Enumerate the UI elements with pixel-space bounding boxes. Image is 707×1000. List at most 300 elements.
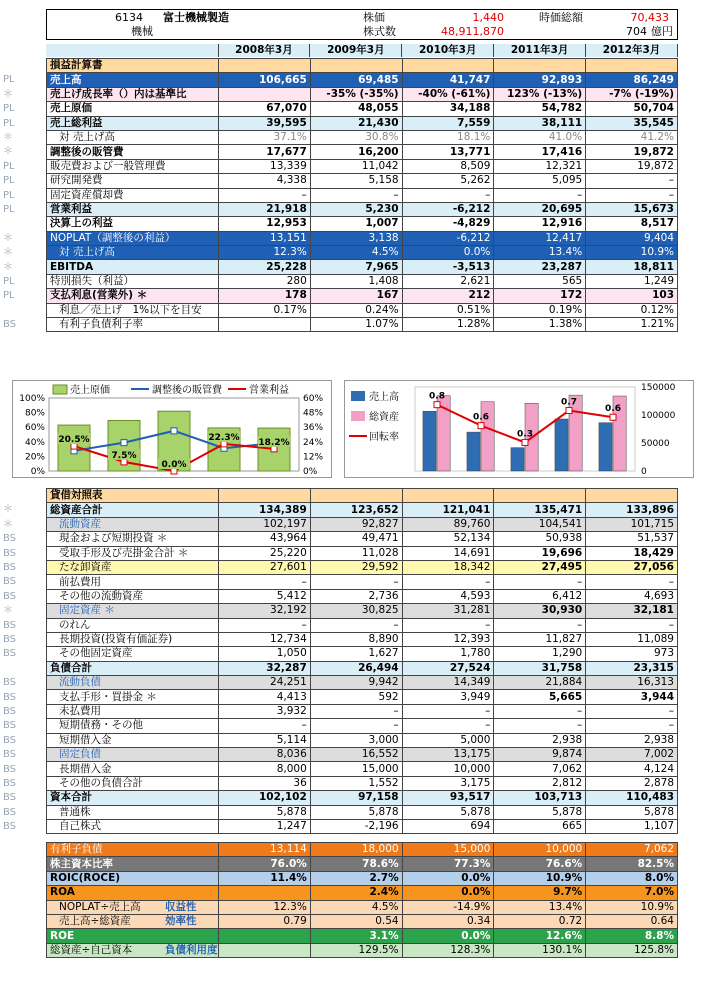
ratios-cell: [219, 886, 311, 900]
cost-ratio-chart-svg: [13, 381, 331, 477]
income-row: [47, 87, 678, 101]
balance-cell: 14,349: [402, 676, 494, 690]
balance-cell: 123,652: [310, 503, 402, 517]
y-tick-right: 60%: [303, 394, 324, 404]
balance-cell: 5,114: [219, 733, 311, 747]
income-cell: –: [402, 188, 494, 202]
income-cell: –: [494, 188, 586, 202]
income-cell: -6,212: [402, 202, 494, 216]
ratios-row: [47, 929, 678, 943]
price-label: 株価: [363, 11, 385, 24]
income-cell: 1.38%: [494, 318, 586, 332]
balance-cell: –: [586, 575, 678, 589]
balance-cell: [402, 489, 494, 503]
balance-cell: 9,942: [310, 676, 402, 690]
ratios-row: [47, 914, 678, 928]
balance-row: [47, 647, 678, 661]
ratios-cell: 12.3%: [219, 900, 311, 914]
income-row-label: 支払利息(営業外) ＊: [47, 289, 219, 303]
balance-row-label: 固定資産 ＊: [47, 604, 219, 618]
balance-cell: 5,412: [219, 589, 311, 603]
income-cell: 86,249: [586, 73, 678, 87]
income-cell: 178: [219, 289, 311, 303]
income-row: [47, 145, 678, 159]
ratios-cell: 130.1%: [494, 943, 586, 957]
balance-cell: 2,938: [494, 733, 586, 747]
income-cell: [402, 59, 494, 73]
income-cell: 67,070: [219, 102, 311, 116]
balance-row: [47, 805, 678, 819]
balance-cell: -2,196: [310, 819, 402, 833]
income-row-label: 営業利益: [47, 202, 219, 216]
balance-cell: –: [494, 618, 586, 632]
y-tick-left: 80%: [24, 408, 45, 419]
balance-cell: 3,000: [310, 733, 402, 747]
balance-cell: 9,874: [494, 748, 586, 762]
income-cell: -40% (-61%): [402, 87, 494, 101]
income-row: [47, 289, 678, 303]
legend-swatch-bar: [53, 385, 67, 394]
price-value: 1,440: [472, 11, 504, 24]
legend-label: 総資産: [369, 412, 399, 423]
income-cell: -35% (-35%): [310, 87, 402, 101]
row-tag: BS: [3, 691, 17, 703]
year-col-1: 2008年3月: [218, 44, 310, 57]
row-tag: BS: [3, 319, 17, 331]
balance-cell: –: [310, 719, 402, 733]
income-cell: 25,228: [219, 260, 311, 274]
series-marker: [121, 440, 127, 446]
legend-swatch-bar: [351, 411, 365, 421]
y-tick: 150000: [641, 383, 676, 393]
balance-cell: 2,878: [586, 776, 678, 790]
income-cell: 0.51%: [402, 303, 494, 317]
balance-cell: 2,736: [310, 589, 402, 603]
ratios-cell: 10,000: [494, 843, 586, 857]
balance-cell: [494, 489, 586, 503]
balance-row: [47, 532, 678, 546]
stock-header: [46, 9, 678, 40]
balance-cell: 5,878: [402, 805, 494, 819]
income-row: [47, 246, 678, 260]
income-cell: 7,559: [402, 116, 494, 130]
mcap-value: 70,433: [630, 11, 669, 24]
balance-cell: 31,281: [402, 604, 494, 618]
ratios-cell: 8.8%: [586, 929, 678, 943]
income-cell: 21,918: [219, 202, 311, 216]
balance-cell: 8,000: [219, 762, 311, 776]
income-cell: 13,771: [402, 145, 494, 159]
row-tag: BS: [3, 763, 17, 775]
balance-cell: 18,342: [402, 560, 494, 574]
ratio-formula: 売上高÷総資産: [59, 915, 131, 928]
balance-cell: 3,949: [402, 690, 494, 704]
legend-label: 営業利益: [249, 385, 289, 396]
balance-row: [47, 618, 678, 632]
shares-label: 株式数: [363, 25, 396, 38]
legend-label: 売上原価: [70, 385, 110, 396]
balance-row: [47, 819, 678, 833]
row-tag: BS: [3, 547, 17, 559]
balance-row-label: 負債合計: [47, 661, 219, 675]
balance-cell: 51,537: [586, 532, 678, 546]
y-tick-left: 20%: [24, 452, 45, 463]
income-row: [47, 217, 678, 231]
row-tag: ＊: [3, 88, 13, 100]
income-cell: -7% (-19%): [586, 87, 678, 101]
row-tag: ＊: [3, 132, 13, 143]
balance-cell: 32,181: [586, 604, 678, 618]
ratios-cell: 7,062: [586, 843, 678, 857]
balance-cell: 52,134: [402, 532, 494, 546]
income-row: [47, 202, 678, 216]
income-cell: 0.0%: [402, 246, 494, 260]
series-marker: [522, 439, 528, 445]
ratios-cell: 125.8%: [586, 943, 678, 957]
balance-row-label: 貸借対照表: [47, 489, 219, 503]
sector: 機械: [131, 25, 153, 38]
income-cell: 1,249: [586, 274, 678, 288]
row-tag: PL: [3, 189, 15, 201]
income-cell: 12.3%: [219, 246, 311, 260]
balance-cell: 4,593: [402, 589, 494, 603]
ratios-cell: 4.5%: [310, 900, 402, 914]
balance-cell: –: [586, 719, 678, 733]
data-label: 0.6: [605, 404, 621, 415]
income-cell: 48,055: [310, 102, 402, 116]
y-tick-left: 100%: [19, 394, 45, 404]
legend-label: 調整後の販管費: [152, 385, 222, 396]
income-cell: 5,095: [494, 174, 586, 188]
year-header: [46, 44, 678, 57]
y-tick-right: 12%: [303, 452, 324, 463]
ratios-row: [47, 857, 678, 871]
income-row-label: 特別損失（利益）: [47, 274, 219, 288]
data-label: 7.5%: [111, 450, 137, 461]
balance-cell: 102,197: [219, 517, 311, 531]
year-col-2: 2009年3月: [310, 44, 402, 57]
ratio-category: 収益性: [165, 900, 197, 913]
balance-cell: 1,290: [494, 647, 586, 661]
income-row-label: 利息／売上げ 1%以下を目安: [47, 303, 219, 317]
ratios-cell: 128.3%: [402, 943, 494, 957]
income-cell: –: [586, 188, 678, 202]
balance-cell: 36: [219, 776, 311, 790]
income-row: [47, 188, 678, 202]
income-cell: 39,595: [219, 116, 311, 130]
income-row-label: 販売費および一般管理費: [47, 159, 219, 173]
balance-cell: 1,247: [219, 819, 311, 833]
mcap-oku-unit: 億円: [651, 25, 673, 38]
income-cell: 50,704: [586, 102, 678, 116]
balance-cell: 32,287: [219, 661, 311, 675]
income-cell: 92,893: [494, 73, 586, 87]
ratios-cell: 10.9%: [494, 871, 586, 885]
row-tag: ＊: [3, 261, 13, 273]
balance-row: [47, 575, 678, 589]
balance-cell: 3,175: [402, 776, 494, 790]
balance-cell: 4,124: [586, 762, 678, 776]
balance-cell: –: [402, 575, 494, 589]
ratios-cell: 15,000: [402, 843, 494, 857]
balance-cell: 23,315: [586, 661, 678, 675]
series-marker: [434, 402, 440, 408]
balance-cell: –: [402, 719, 494, 733]
income-cell: 34,188: [402, 102, 494, 116]
balance-cell: 13,175: [402, 748, 494, 762]
balance-cell: 133,896: [586, 503, 678, 517]
balance-row: [47, 676, 678, 690]
year-col-5: 2012年3月: [586, 44, 678, 57]
balance-row: [47, 690, 678, 704]
income-cell: 23,287: [494, 260, 586, 274]
income-cell: 18.1%: [402, 130, 494, 144]
income-cell: 1,408: [310, 274, 402, 288]
balance-row-label: 固定負債: [47, 748, 219, 762]
balance-cell: 665: [494, 819, 586, 833]
income-cell: [586, 59, 678, 73]
income-cell: 69,485: [310, 73, 402, 87]
ratios-cell: 2.7%: [310, 871, 402, 885]
balance-cell: 3,944: [586, 690, 678, 704]
ratios-row-label: [47, 914, 219, 928]
balance-cell: –: [586, 704, 678, 718]
income-cell: 5,230: [310, 202, 402, 216]
balance-cell: 12,393: [402, 632, 494, 646]
row-tag: PL: [3, 74, 15, 86]
income-row-label: 売上総利益: [47, 116, 219, 130]
ratios-cell: [219, 943, 311, 957]
balance-cell: 25,220: [219, 546, 311, 560]
shares-value: 48,911,870: [441, 25, 504, 38]
series-marker: [478, 423, 484, 429]
ratios-row-label: 有利子負債: [47, 843, 219, 857]
balance-row: [47, 704, 678, 718]
ratios-cell: 0.79: [219, 914, 311, 928]
cost-ratio-chart: [12, 380, 332, 478]
row-tag: PL: [3, 103, 15, 115]
income-cell: 17,416: [494, 145, 586, 159]
row-tag: BS: [3, 778, 17, 789]
company-name: 富士機械製造: [163, 11, 229, 24]
income-cell: 0.12%: [586, 303, 678, 317]
row-tag: BS: [3, 677, 17, 689]
balance-cell: 1,050: [219, 647, 311, 661]
balance-cell: –: [402, 618, 494, 632]
income-cell: 4,338: [219, 174, 311, 188]
income-cell: 41.2%: [586, 130, 678, 144]
income-cell: 5,158: [310, 174, 402, 188]
balance-cell: 26,494: [310, 661, 402, 675]
y-tick: 100000: [641, 411, 676, 421]
income-cell: [219, 87, 311, 101]
ratios-cell: 0.0%: [402, 871, 494, 885]
income-row-label: 有利子負債利子率: [47, 318, 219, 332]
income-cell: 17,677: [219, 145, 311, 159]
data-label: 0.3: [517, 429, 533, 440]
ratio-formula: 総資産÷自己資本: [50, 943, 133, 956]
row-tag: BS: [3, 792, 17, 804]
balance-row-label: 未払費用: [47, 704, 219, 718]
balance-row-label: 短期借入金: [47, 733, 219, 747]
balance-row-label: 自己株式: [47, 819, 219, 833]
ratios-cell: 2.4%: [310, 886, 402, 900]
income-cell: 8,517: [586, 217, 678, 231]
balance-row-label: 長期借入金: [47, 762, 219, 776]
balance-cell: 5,665: [494, 690, 586, 704]
ratios-cell: 129.5%: [310, 943, 402, 957]
ratio-formula: NOPLAT÷売上高: [59, 900, 141, 913]
row-tag: BS: [3, 806, 17, 818]
balance-row: [47, 489, 678, 503]
balance-cell: 102,102: [219, 791, 311, 805]
income-cell: 19,872: [586, 159, 678, 173]
balance-row-label: 普通株: [47, 805, 219, 819]
income-cell: 0.24%: [310, 303, 402, 317]
y-tick-right: 24%: [303, 437, 324, 448]
income-cell: 5,262: [402, 174, 494, 188]
balance-row-label: 長期投資(投資有価証券): [47, 632, 219, 646]
series-marker: [566, 408, 572, 414]
balance-row: [47, 791, 678, 805]
balance-cell: 135,471: [494, 503, 586, 517]
balance-cell: 3,932: [219, 704, 311, 718]
income-cell: 0.19%: [494, 303, 586, 317]
ratios-row-label: [47, 943, 219, 957]
year-col-4: 2011年3月: [494, 44, 586, 57]
row-tag: BS: [3, 720, 17, 732]
balance-cell: –: [586, 618, 678, 632]
balance-cell: 92,827: [310, 517, 402, 531]
balance-cell: 30,825: [310, 604, 402, 618]
series-marker: [171, 428, 177, 434]
income-row-label: NOPLAT（調整後の利益）: [47, 231, 219, 245]
row-tag: ＊: [3, 146, 13, 158]
year-col-3: 2010年3月: [402, 44, 494, 57]
bar-sales: [511, 448, 524, 471]
income-cell: [494, 59, 586, 73]
ratios-row-label: ROE: [47, 929, 219, 943]
income-cell: 9,404: [586, 231, 678, 245]
balance-cell: 1,627: [310, 647, 402, 661]
balance-cell: 121,041: [402, 503, 494, 517]
balance-cell: 31,758: [494, 661, 586, 675]
balance-cell: [586, 489, 678, 503]
row-tag: ＊: [3, 504, 13, 516]
row-tag: PL: [3, 117, 15, 129]
income-row: [47, 174, 678, 188]
ratios-cell: 0.54: [310, 914, 402, 928]
balance-row: [47, 517, 678, 531]
income-row-label: 損益計算書: [47, 59, 219, 73]
income-cell: 280: [219, 274, 311, 288]
balance-cell: 11,028: [310, 546, 402, 560]
balance-cell: 27,056: [586, 560, 678, 574]
income-cell: -6,212: [402, 231, 494, 245]
ratios-cell: 0.0%: [402, 929, 494, 943]
balance-cell: [310, 489, 402, 503]
ratios-cell: 77.3%: [402, 857, 494, 871]
income-cell: 18,811: [586, 260, 678, 274]
balance-cell: 5,878: [586, 805, 678, 819]
row-tag: BS: [3, 562, 17, 573]
income-row: [47, 73, 678, 87]
balance-cell: 29,592: [310, 560, 402, 574]
mcap-oku-value: 704: [626, 25, 647, 38]
balance-cell: 24,251: [219, 676, 311, 690]
y-tick: 50000: [641, 439, 670, 449]
balance-cell: 32,192: [219, 604, 311, 618]
data-label: 18.2%: [258, 437, 290, 448]
ratios-cell: 13,114: [219, 843, 311, 857]
data-label: 0.7: [561, 397, 577, 408]
income-cell: 123% (-13%): [494, 87, 586, 101]
balance-cell: 97,158: [310, 791, 402, 805]
income-cell: 1.07%: [310, 318, 402, 332]
ratio-table: [46, 842, 678, 958]
y-tick: 0: [641, 467, 647, 477]
income-row-label: 対 売上げ高: [47, 130, 219, 144]
income-cell: 1.21%: [586, 318, 678, 332]
balance-row-label: 受取手形及び売掛金合計 ＊: [47, 546, 219, 560]
income-cell: -3,513: [402, 260, 494, 274]
income-cell: [310, 59, 402, 73]
row-tag: ＊: [3, 232, 13, 244]
income-cell: 106,665: [219, 73, 311, 87]
balance-cell: 11,089: [586, 632, 678, 646]
income-cell: 11,042: [310, 159, 402, 173]
income-row: [47, 159, 678, 173]
balance-cell: 16,313: [586, 676, 678, 690]
balance-cell: –: [219, 575, 311, 589]
bar-sales: [555, 419, 568, 471]
row-tag: BS: [3, 619, 17, 631]
balance-cell: 93,517: [402, 791, 494, 805]
balance-row-label: 資本合計: [47, 791, 219, 805]
income-cell: 54,782: [494, 102, 586, 116]
balance-cell: 49,471: [310, 532, 402, 546]
data-label: 22.3%: [208, 432, 240, 443]
income-cell: 13,151: [219, 231, 311, 245]
income-cell: [219, 318, 311, 332]
balance-row-label: 流動負債: [47, 676, 219, 690]
row-tag: BS: [3, 533, 17, 545]
balance-row: [47, 719, 678, 733]
balance-cell: 27,601: [219, 560, 311, 574]
income-cell: 12,417: [494, 231, 586, 245]
income-cell: 13.4%: [494, 246, 586, 260]
ratios-cell: [219, 929, 311, 943]
balance-cell: 5,878: [219, 805, 311, 819]
ratios-row: [47, 943, 678, 957]
balance-cell: 89,760: [402, 517, 494, 531]
balance-cell: 2,938: [586, 733, 678, 747]
bar-sales: [467, 432, 480, 471]
balance-cell: 15,000: [310, 762, 402, 776]
income-cell: 12,916: [494, 217, 586, 231]
balance-row-label: その他固定資産: [47, 647, 219, 661]
ratios-cell: 9.7%: [494, 886, 586, 900]
row-tag: ＊: [3, 247, 13, 259]
ratios-cell: 3.1%: [310, 929, 402, 943]
balance-cell: 27,524: [402, 661, 494, 675]
balance-cell: 592: [310, 690, 402, 704]
income-row-label: 研究開発費: [47, 174, 219, 188]
income-cell: 15,673: [586, 202, 678, 216]
balance-row-label: 総資産合計: [47, 503, 219, 517]
balance-cell: 5,000: [402, 733, 494, 747]
balance-sheet-table: [46, 488, 678, 834]
